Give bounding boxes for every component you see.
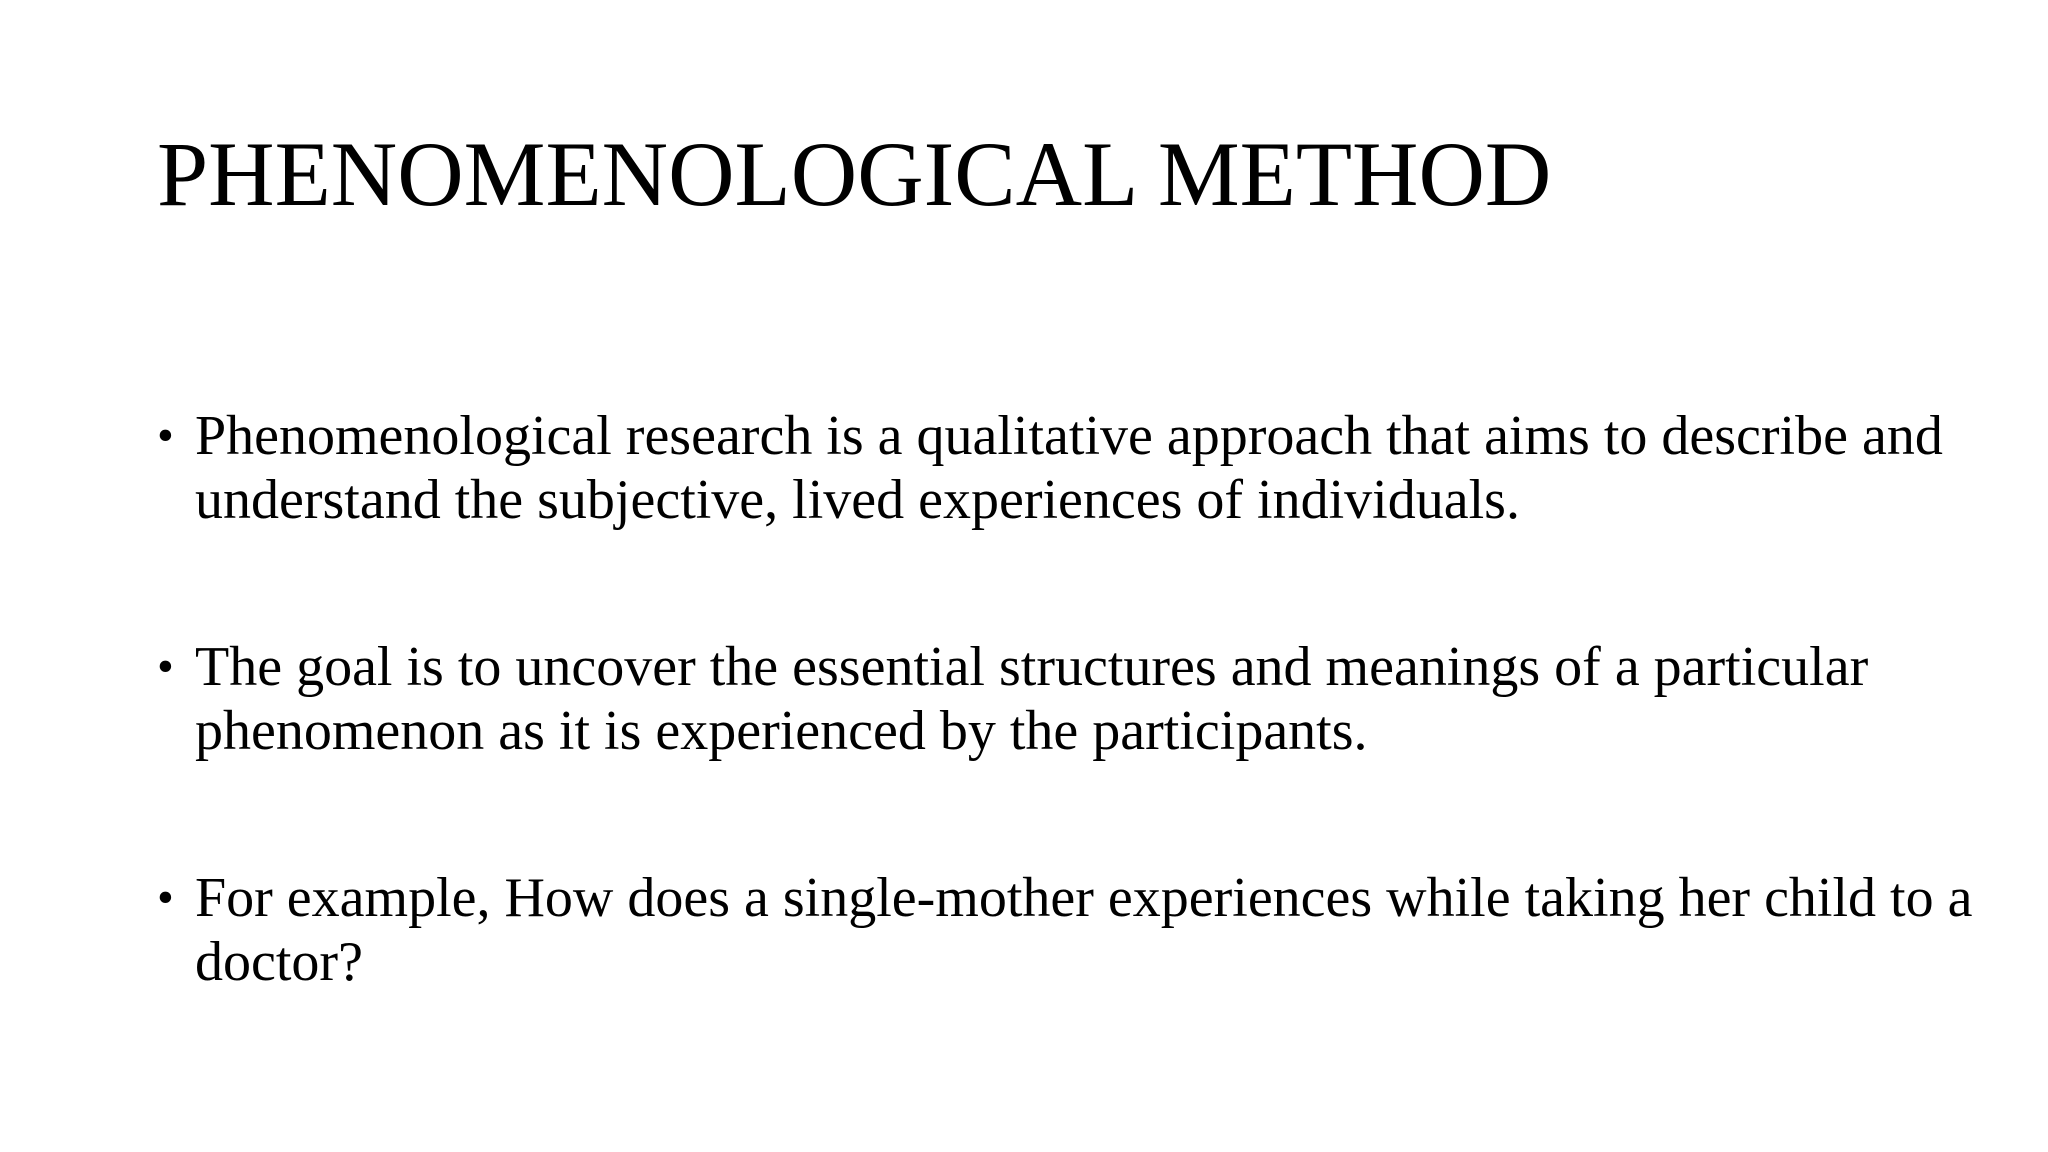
bullet-item [157, 866, 1977, 994]
slide-title: PHENOMENOLOGICAL METHOD [157, 123, 1552, 225]
bullet-text: Phenomenological research is a qualitative approach that aims to describe and understand the subjective, lived experiences of individuals. [195, 405, 1943, 531]
bullet-text: The goal is to uncover the essential structures and meanings of a particular phenomenon as it is experienced by the participants. [195, 636, 1869, 762]
bullet-dot-icon: • [157, 640, 174, 693]
bullet-item [157, 635, 1977, 763]
bullet-item [157, 404, 1977, 532]
bullet-dot-icon: • [157, 409, 174, 462]
bullet-dot-icon: • [157, 871, 174, 924]
bullet-text: For example, How does a single-mother experiences while taking her child to a doctor? [195, 867, 1973, 993]
bullet-list [157, 404, 1977, 994]
